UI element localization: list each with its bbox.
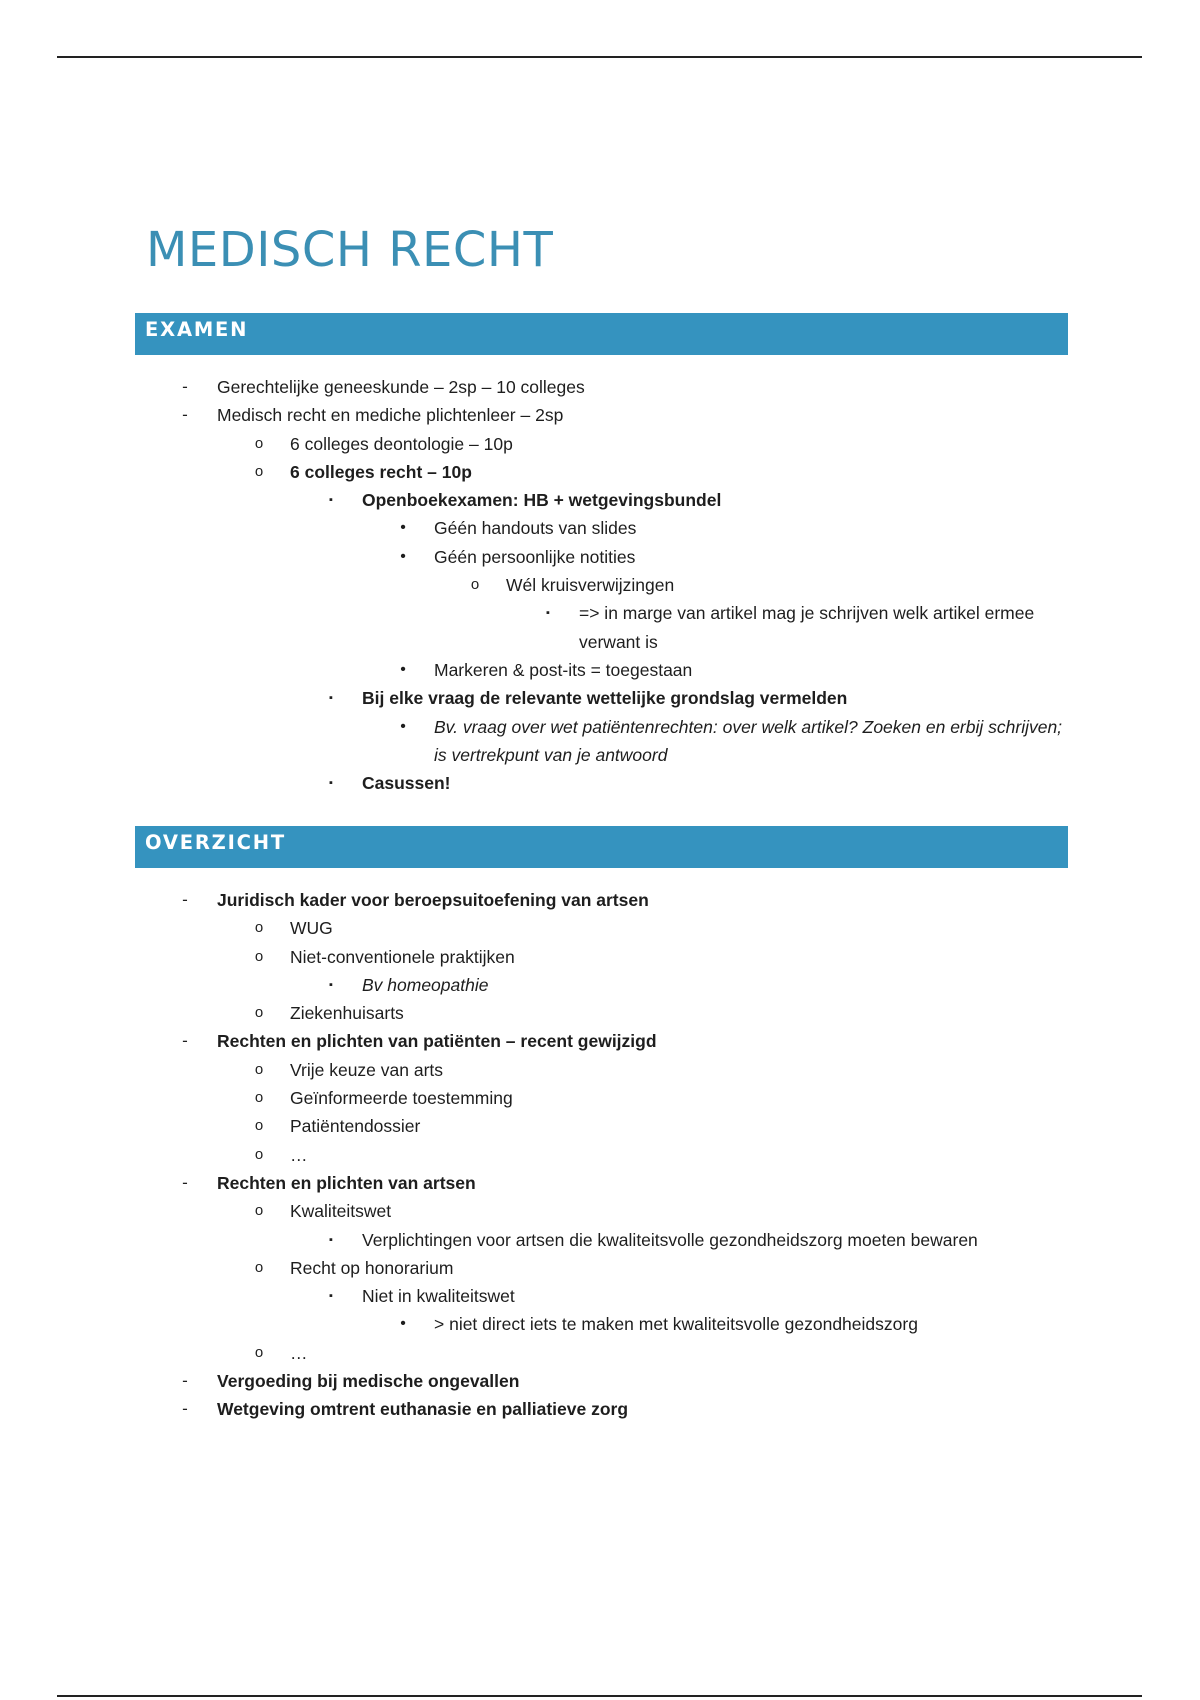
square-bullet-icon: ▪	[329, 1290, 333, 1303]
header-rule	[57, 56, 1142, 58]
dash-bullet-icon: -	[182, 890, 188, 909]
section-header-examen	[135, 313, 1068, 355]
dash-bullet-icon: -	[182, 405, 188, 425]
list-item: • Géén persoonlijke notities	[0, 543, 1200, 571]
circle-bullet-icon: o	[254, 919, 264, 937]
square-bullet-icon: ▪	[329, 978, 333, 991]
overzicht-list	[0, 886, 1200, 1424]
list-item: - Medisch recht en mediche plichtenleer – 2sp	[0, 401, 1200, 429]
list-item: o WUG	[0, 914, 1200, 942]
list-item: ▪ => in marge van artikel mag je schrijven welk artikel ermee verwant is	[0, 599, 1200, 656]
round-bullet-icon: •	[400, 519, 406, 537]
circle-bullet-icon: o	[254, 1343, 264, 1361]
circle-bullet-icon: o	[254, 1089, 264, 1107]
dash-bullet-icon: -	[182, 377, 188, 396]
footer-rule	[57, 1695, 1142, 1697]
examen-list	[0, 373, 1200, 797]
list-item: ▪ Niet in kwaliteitswet	[0, 1282, 1200, 1310]
dash-bullet-icon: -	[182, 1031, 188, 1051]
document-title: MEDISCH RECHT	[146, 222, 554, 278]
square-bullet-icon: ▪	[329, 1233, 333, 1246]
list-item: o Geïnformeerde toestemming	[0, 1084, 1200, 1112]
list-item: - Juridisch kader voor beroepsuitoefening van artsen	[0, 886, 1200, 914]
list-item: - Rechten en plichten van artsen	[0, 1169, 1200, 1197]
section-heading-examen: EXAMEN	[145, 318, 249, 341]
list-item: • Bv. vraag over wet patiëntenrechten: over welk artikel? Zoeken en erbij schrijven; is vertrekpunt van je antwoord	[0, 713, 1200, 770]
circle-bullet-icon: o	[254, 947, 264, 965]
list-item: - Rechten en plichten van patiënten – recent gewijzigd	[0, 1027, 1200, 1055]
round-bullet-icon: •	[400, 660, 406, 678]
list-item: - Wetgeving omtrent euthanasie en palliatieve zorg	[0, 1395, 1200, 1423]
circle-bullet-icon: o	[254, 1004, 264, 1022]
list-item: o Patiëntendossier	[0, 1112, 1200, 1140]
dash-bullet-icon: -	[182, 1399, 188, 1419]
circle-bullet-icon: o	[254, 1202, 264, 1220]
list-item: o Recht op honorarium	[0, 1254, 1200, 1282]
square-bullet-icon: ▪	[329, 692, 333, 705]
circle-bullet-icon: o	[254, 1258, 264, 1276]
list-item: - Gerechtelijke geneeskunde – 2sp – 10 colleges	[0, 373, 1200, 401]
list-item: o Ziekenhuisarts	[0, 999, 1200, 1027]
dash-bullet-icon: -	[182, 1371, 188, 1391]
list-item: ▪ Verplichtingen voor artsen die kwaliteitsvolle gezondheidszorg moeten bewaren	[0, 1226, 1200, 1254]
list-item: ▪ Bij elke vraag de relevante wettelijke grondslag vermelden	[0, 684, 1200, 712]
square-bullet-icon: ▪	[329, 777, 333, 790]
list-item: o …	[0, 1141, 1200, 1169]
list-item: ▪ Casussen!	[0, 769, 1200, 797]
list-item: o 6 colleges recht – 10p	[0, 458, 1200, 486]
list-item: • Markeren & post-its = toegestaan	[0, 656, 1200, 684]
list-item: • Géén handouts van slides	[0, 514, 1200, 542]
list-item: ▪ Bv homeopathie	[0, 971, 1200, 999]
circle-bullet-icon: o	[254, 462, 264, 480]
section-heading-overzicht: OVERZICHT	[145, 831, 287, 854]
list-item: • > niet direct iets te maken met kwaliteitsvolle gezondheidszorg	[0, 1310, 1200, 1338]
circle-bullet-icon: o	[254, 1117, 264, 1135]
square-bullet-icon: ▪	[546, 607, 550, 620]
square-bullet-icon: ▪	[329, 494, 333, 507]
circle-bullet-icon: o	[254, 1145, 264, 1163]
list-item: o Kwaliteitswet	[0, 1197, 1200, 1225]
circle-bullet-icon: o	[254, 1060, 264, 1078]
round-bullet-icon: •	[400, 547, 406, 565]
section-header-overzicht	[135, 826, 1068, 868]
list-item: o 6 colleges deontologie – 10p	[0, 430, 1200, 458]
round-bullet-icon: •	[400, 1315, 406, 1333]
list-item: o Niet-conventionele praktijken	[0, 943, 1200, 971]
circle-bullet-icon: o	[254, 434, 264, 452]
list-item: - Vergoeding bij medische ongevallen	[0, 1367, 1200, 1395]
round-bullet-icon: •	[400, 717, 406, 735]
dash-bullet-icon: -	[182, 1172, 188, 1192]
list-item: o …	[0, 1339, 1200, 1367]
list-item: ▪ Openboekexamen: HB + wetgevingsbundel	[0, 486, 1200, 514]
list-item: o Wél kruisverwijzingen	[0, 571, 1200, 599]
circle-bullet-icon: o	[470, 576, 480, 594]
list-item: o Vrije keuze van arts	[0, 1056, 1200, 1084]
